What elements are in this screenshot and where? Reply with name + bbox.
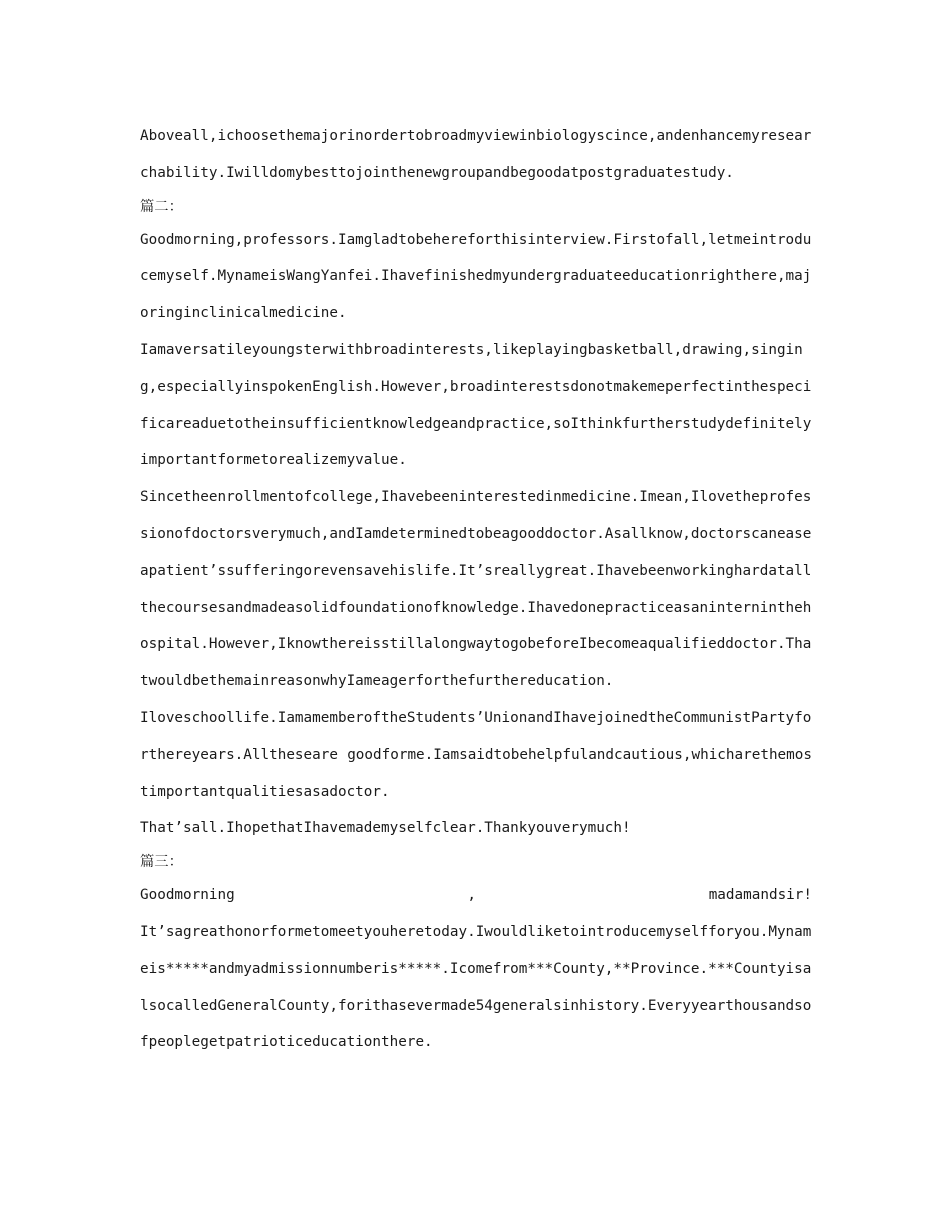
greeting-comma: , — [467, 887, 476, 904]
section-heading-2: 篇二： — [140, 198, 183, 215]
paragraph-introduction: Goodmorning,professors.Iamgladtobehereforthisinterview.Firstofall,letmeintroducemyself.MynameisWangYanfei.Ihavefinishedmyundergraduateeducationrighthere,majoringinclinicalmedicine. — [140, 231, 812, 322]
document-body — [140, 118, 812, 1061]
paragraph-conclusion: Aboveall,ichoosethemajorinordertobroadmyviewinbiologyscince,andenhancemyresearchability.Iwilldomybesttojointhenewgroupandbegoodatpostgraduatestudy. — [140, 128, 812, 181]
section-heading-3: 篇三： — [140, 854, 183, 871]
greeting-right: madamandsir! — [708, 887, 812, 904]
greeting-line — [140, 877, 812, 914]
greeting-left: Goodmorning — [140, 887, 235, 904]
paragraph-closing: That’sall.IhopethatIhavemademyselfclear.Thankyouverymuch! — [140, 820, 631, 837]
paragraph-interests: Iamaversatileyoungsterwithbroadinterests,likeplayingbasketball,drawing,singing,especiallyinspokenEnglish.However,broadinterestsdonotmakemeperfectinthespecificareaduetotheinsufficientknowledgeandpractice,soIthinkfurtherstudydefinitelyimportantformetorealizemyvalue. — [140, 341, 812, 469]
paragraph-hometown: It’sagreathonorformetomeetyouheretoday.Iwouldliketointroducemyselfforyou.Mynameis*****andmyadmissionnumberis*****.Icomefrom***County,**Province.***CountyisalsocalledGeneralCounty,forithasevermade54generalsinhistory.Everyyearthousandsofpeoplegetpatrioticeducationthere. — [140, 923, 812, 1051]
paragraph-medicine: Sincetheenrollmentofcollege,Ihavebeeninterestedinmedicine.Imean,Ilovetheprofessionofdoctorsverymuch,andIamdeterminedtobeagooddoctor.Asallknow,doctorscaneaseapatient’ssufferingorevensavehislife.It’sreallygreat.Ihavebeenworkinghardatallthecoursesandmadeasolidfoundationofknowledge.Ihavedonepracticeasaninterninthehospital.However,IknowthereisstillalongwaytogobeforeIbecomeaqualifieddoctor.ThatwouldbethemainreasonwhyIameagerforthefurthereducation. — [140, 489, 812, 690]
paragraph-school-life: Iloveschoollife.IamamemberoftheStudents’UnionandIhavejoinedtheCommunistPartyforthereyears.Alltheseare goodforme.Iamsaidtobehelpfulandcautious,whicharethemostimportantqualitiesasadoctor. — [140, 709, 812, 800]
